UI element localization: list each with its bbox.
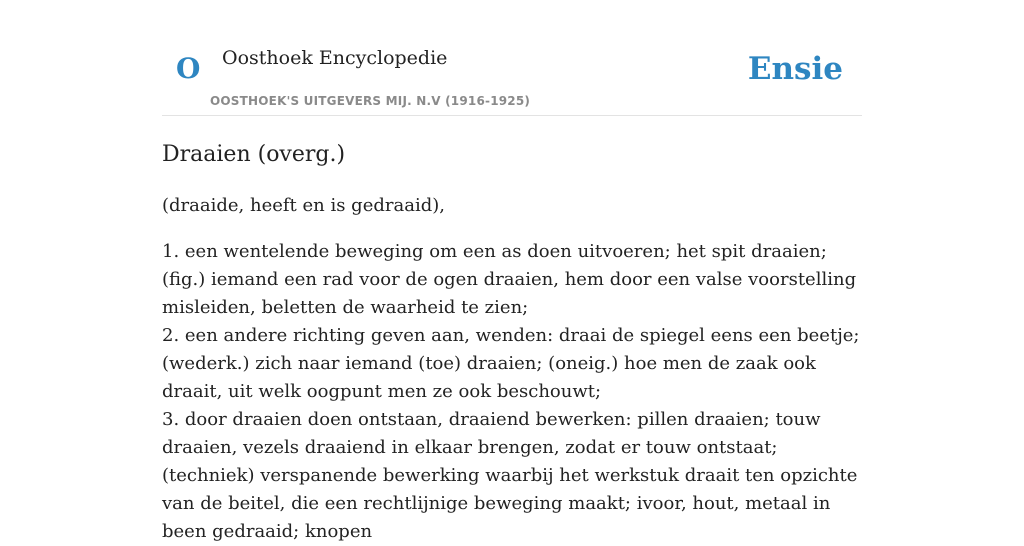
entry-body: [162, 238, 862, 546]
entry-sense-1: 1. een wentelende beweging om een as doen uitvoeren; het spit draaien; (fig.) iemand een rad voor de ogen draaien, hem door een valse voorstelling misleiden, beletten de waarheid te zien;: [162, 241, 857, 318]
entry-grammar: (draaide, heeft en is gedraaid),: [162, 195, 445, 216]
brand-logo[interactable]: Ensie: [747, 51, 843, 87]
entry-sense-2: 2. een andere richting geven aan, wenden: draai de spiegel eens een beetje; (wederk.) zich naar iemand (toe) draaien; (oneig.) hoe men de zaak ook draait, uit welk oogpunt men ze ook beschouwt;: [162, 325, 860, 402]
site-logo-icon[interactable]: O: [176, 52, 201, 85]
page-container: [162, 0, 862, 546]
site-header: [162, 0, 862, 116]
site-subtitle: OOSTHOEK'S UITGEVERS MIJ. N.V (1916-1925): [210, 94, 531, 108]
site-title[interactable]: Oosthoek Encyclopedie: [222, 47, 448, 69]
entry-sense-3: 3. door draaien doen ontstaan, draaiend bewerken: pillen draaien; touw draaien, vezels draaiend in elkaar brengen, zodat er touw ontstaat; (techniek) verspanende bewerking waarbij het werkstuk draait ten opzichte van de beitel, die een rechtlijnige beweging maakt; ivoor, hout, metaal in been gedraaid; knopen: [162, 409, 858, 542]
entry-title: Draaien (overg.): [162, 142, 346, 167]
